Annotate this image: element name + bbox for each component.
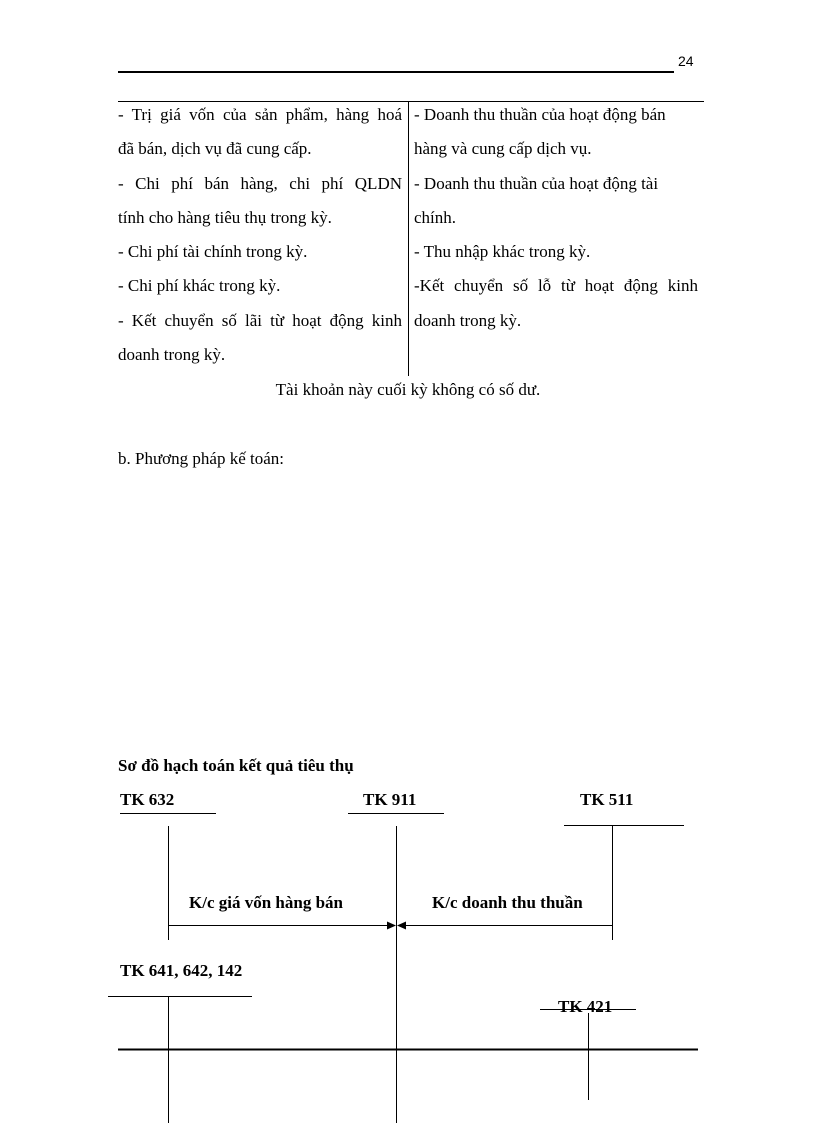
account-tk632: TK 632	[120, 790, 175, 809]
debit-line: - Chi phí khác trong kỳ.	[118, 276, 281, 296]
debit-line: đã bán, dịch vụ đã cung cấp.	[118, 139, 312, 159]
table-column-divider	[408, 101, 409, 376]
account-tk641-642-142: TK 641, 642, 142	[120, 961, 243, 980]
revenue-arrowhead	[397, 922, 406, 930]
credit-line: chính.	[414, 207, 457, 227]
account-tk511: TK 511	[580, 790, 634, 809]
cogs-arrowhead	[387, 922, 396, 930]
debit-line: - Kết chuyển số lãi từ hoạt động kinh	[118, 310, 402, 330]
debit-line: doanh trong kỳ.	[118, 345, 226, 365]
credit-line: -Kết chuyển số lỗ từ hoạt động kinh	[414, 276, 698, 296]
diagram-title: Sơ đồ hạch toán kết quả tiêu thụ	[118, 756, 354, 775]
credit-line: hàng và cung cấp dịch vụ.	[414, 139, 592, 159]
account-tk911: TK 911	[363, 790, 417, 809]
credit-line: - Doanh thu thuần của hoạt động bán	[414, 105, 666, 124]
credit-column	[414, 98, 698, 338]
debit-line: - Chi phí tài chính trong kỳ.	[118, 242, 308, 262]
credit-line: doanh trong kỳ.	[414, 310, 522, 330]
page-number: 24	[678, 53, 694, 69]
account-tk421: TK 421	[558, 997, 613, 1016]
debit-line: tính cho hàng tiêu thụ trong kỳ.	[118, 207, 332, 227]
credit-line: - Thu nhập khác trong kỳ.	[414, 242, 591, 262]
section-heading: b. Phương pháp kế toán:	[118, 449, 284, 468]
credit-line: - Doanh thu thuần của hoạt động tài	[414, 173, 659, 193]
debit-line: - Trị giá vốn của sản phẩm, hàng hoá	[118, 105, 402, 124]
cogs-transfer-label: K/c giá vốn hàng bán	[189, 893, 343, 912]
debit-line: - Chi phí bán hàng, chi phí QLDN	[118, 173, 402, 193]
header-rule	[118, 71, 674, 73]
debit-column	[118, 98, 402, 372]
balance-note: Tài khoản này cuối kỳ không có số dư.	[275, 380, 541, 399]
revenue-transfer-label: K/c doanh thu thuần	[432, 893, 583, 912]
